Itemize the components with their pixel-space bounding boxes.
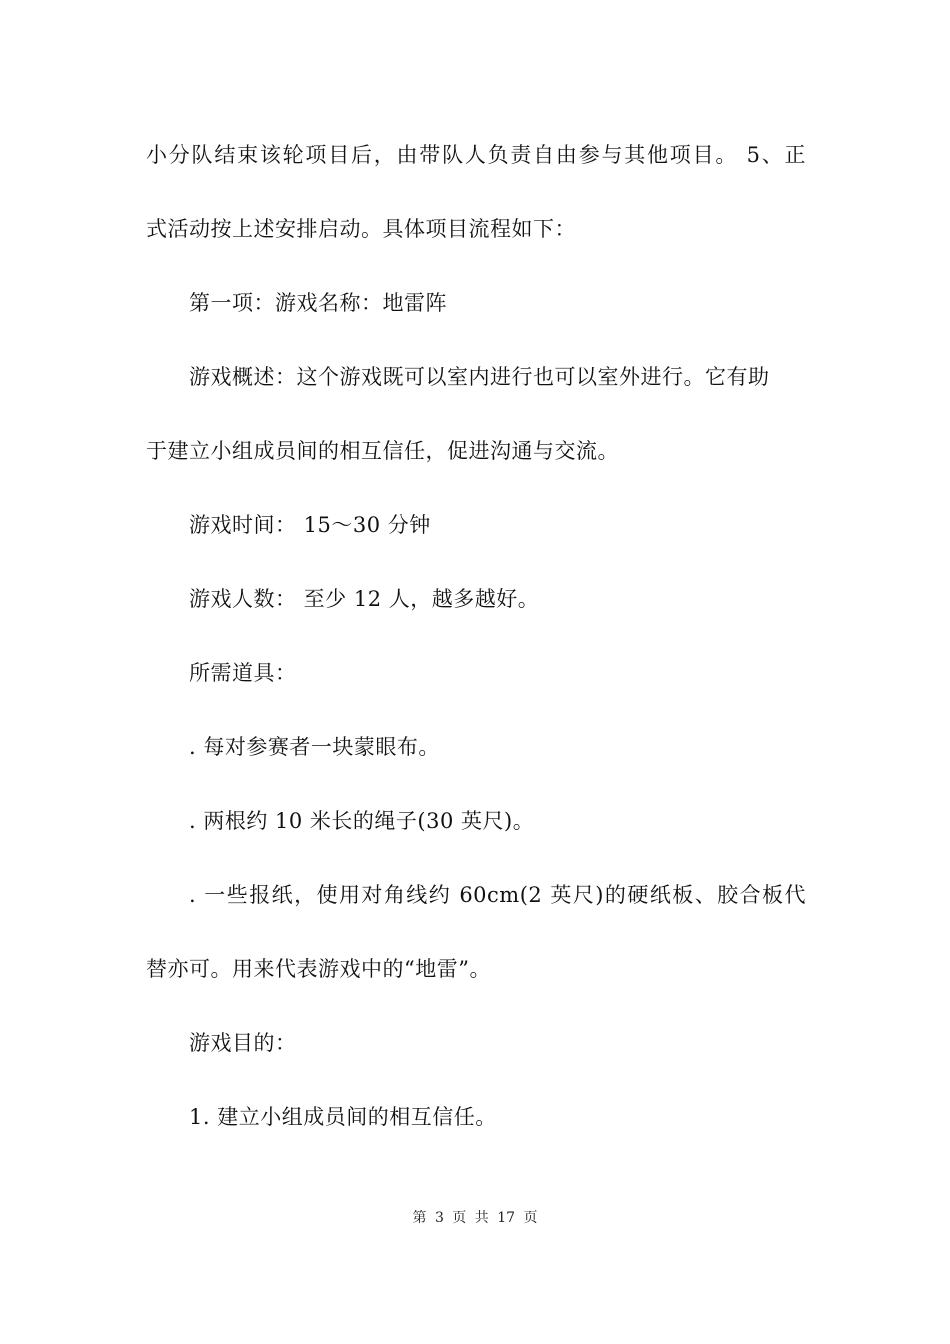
game-time-line: 游戏时间： 15～30 分钟 bbox=[189, 513, 431, 537]
player-count-line: 游戏人数： 至少 12 人，越多越好。 bbox=[189, 587, 540, 611]
list-item: . 两根约 10 米长的绳子(30 英尺)。 bbox=[189, 809, 535, 833]
list-item: . 一些报纸，使用对角线约 60cm(2 英尺)的硬纸板、胶合板代 bbox=[189, 883, 806, 907]
paragraph-line: 于建立小组成员间的相互信任，促进沟通与交流。 bbox=[146, 439, 619, 463]
list-item-continuation: 替亦可。用来代表游戏中的“地雷”。 bbox=[146, 957, 491, 981]
paragraph-line: 小分队结束该轮项目后，由带队人负责自由参与其他项目。 5、正 bbox=[146, 143, 806, 167]
list-item: . 每对参赛者一块蒙眼布。 bbox=[189, 735, 440, 759]
props-heading: 所需道具： bbox=[189, 661, 297, 685]
paragraph-line: 式活动按上述安排启动。具体项目流程如下： bbox=[146, 217, 576, 241]
goals-heading: 游戏目的： bbox=[189, 1031, 297, 1055]
page-footer: 第 3 页 共 17 页 bbox=[412, 1210, 538, 1226]
paragraph-line: 游戏概述：这个游戏既可以室内进行也可以室外进行。它有助 bbox=[189, 365, 770, 389]
list-item: 1. 建立小组成员间的相互信任。 bbox=[189, 1105, 497, 1129]
section-heading: 第一项：游戏名称：地雷阵 bbox=[189, 291, 447, 315]
